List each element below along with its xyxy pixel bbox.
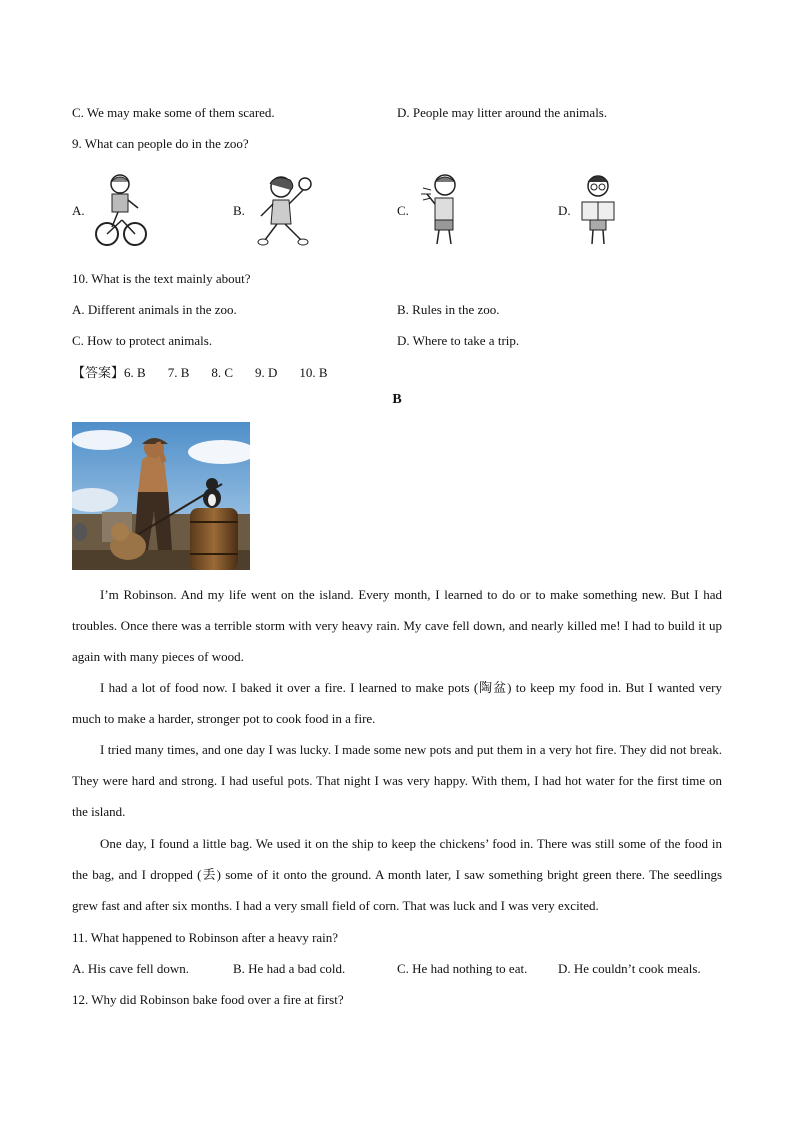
paragraph-3-text: I tried many times, and one day I was lucky. I made some new pots and put them in a very hot fire. They did not break. They were hard and strong. I had useful pots. That night I was very happy. With them, I had hot water for the first time on the island. <box>72 742 722 819</box>
q10-option-d: D. Where to take a trip. <box>397 333 520 348</box>
passage-paragraph-1 <box>72 579 722 672</box>
passage-paragraph-4 <box>72 828 722 921</box>
q9-option-a-label: A. <box>72 203 85 218</box>
answer-key <box>72 365 350 381</box>
boy-reading-map-image <box>578 172 618 250</box>
passage-paragraph-3 <box>72 734 722 827</box>
answer-6: 6. B <box>124 365 146 380</box>
answer-10: 10. B <box>299 365 328 380</box>
passage-paragraph-2 <box>72 672 722 734</box>
boy-riding-bike-image <box>92 172 148 250</box>
q10-option-a: A. Different animals in the zoo. <box>72 302 237 317</box>
answer-9: 9. D <box>255 365 278 380</box>
answer-label: 【答案】 <box>72 365 125 380</box>
q8-option-c: C. We may make some of them scared. <box>72 105 275 120</box>
q11-option-c: C. He had nothing to eat. <box>397 961 528 976</box>
section-heading: B <box>392 392 402 407</box>
q11-option-d: D. He couldn’t cook meals. <box>558 961 701 976</box>
q12-question: 12. Why did Robinson bake food over a fire at first? <box>72 992 344 1007</box>
answer-7: 7. B <box>167 365 190 380</box>
q11-option-b: B. He had a bad cold. <box>233 961 346 976</box>
q9-question: 9. What can people do in the zoo? <box>72 136 249 151</box>
q10-option-c: C. How to protect animals. <box>72 333 213 348</box>
paragraph-1-text: I’m Robinson. And my life went on the island. Every month, I learned to do or to make something new. But I had troubles. Once there was a terrible storm with very heavy rain. My cave fell down, and nearly killed me! I had to build it up again with many pieces of wood. <box>72 587 722 664</box>
q9-option-b-label: B. <box>233 203 245 218</box>
q8-option-d: D. People may litter around the animals. <box>397 105 608 120</box>
answer-8: 8. C <box>211 365 234 380</box>
paragraph-2-text: I had a lot of food now. I baked it over a fire. I learned to make pots (陶盆) to keep my food in. But I wanted very much to make a harder, stronger pot to cook food in a fire. <box>72 680 722 726</box>
q10-option-b: B. Rules in the zoo. <box>397 302 500 317</box>
q9-option-c-label: C. <box>397 203 409 218</box>
q11-question: 11. What happened to Robinson after a heavy rain? <box>72 930 339 945</box>
boy-feeding-image <box>417 172 467 250</box>
q10-question: 10. What is the text mainly about? <box>72 271 251 286</box>
girl-throwing-ball-image <box>255 174 315 250</box>
q11-option-a: A. His cave fell down. <box>72 961 189 976</box>
q9-option-d-label: D. <box>558 203 571 218</box>
robinson-illustration <box>72 422 250 570</box>
paragraph-4-text: One day, I found a little bag. We used it on the ship to keep the chickens’ food in. There was still some of the food in the bag, and I dropped (丢) some of it onto the ground. A month later, I saw something bright green there. The seedlings grew fast and after six months. I had a very small field of corn. That was luck and I was very excited. <box>72 836 722 913</box>
